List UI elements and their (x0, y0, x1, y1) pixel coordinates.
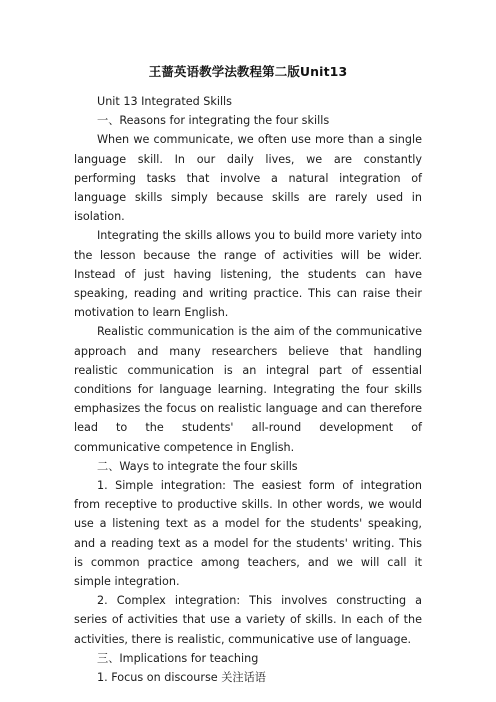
list-item-discourse: 1. Focus on discourse 关注话语 (97, 671, 266, 685)
paragraph-complex-integration: 2. Complex integration: This involves constructing a series of activities that use a variety of skills. In each of the activities, there is realistic, communicative use of language. (74, 594, 422, 646)
paragraph-communicate: When we communicate, we often use more than a single language skill. In our daily lives, we are constantly performing tasks that involve a natural integration of language skills simply because skills are rarely used in isolation. (74, 133, 422, 224)
section-heading-implications: 三、Implications for teaching (97, 651, 259, 665)
section-heading-reasons: 一、Reasons for integrating the four skills (97, 114, 330, 128)
section-heading-ways: 二、Ways to integrate the four skills (97, 459, 298, 473)
unit-heading: Unit 13 Integrated Skills (97, 95, 232, 108)
paragraph-variety: Integrating the skills allows you to build more variety into the lesson because the range of activities will be wider. Instead of just having listening, the students can have speaking, reading and writing practice. This can raise their motivation to learn English. (74, 229, 422, 320)
document-body (74, 92, 422, 687)
document-title: 王蔷英语教学法教程第二版Unit13 (148, 64, 348, 79)
paragraph-realistic: Realistic communication is the aim of the communicative approach and many researchers believe that handling realistic communication is an integral part of essential conditions for language learning. Integrating the four skills emphasizes the focus on realistic language and can therefore lead to the students' all-round development of communicative competence in English. (74, 325, 422, 454)
paragraph-simple-integration: 1. Simple integration: The easiest form of integration from receptive to productive skills. In other words, we would use a listening text as a model for the students' speaking, and a reading text as a model for the students' writing. This is common practice among teachers, and we will call it simple integration. (74, 479, 422, 589)
